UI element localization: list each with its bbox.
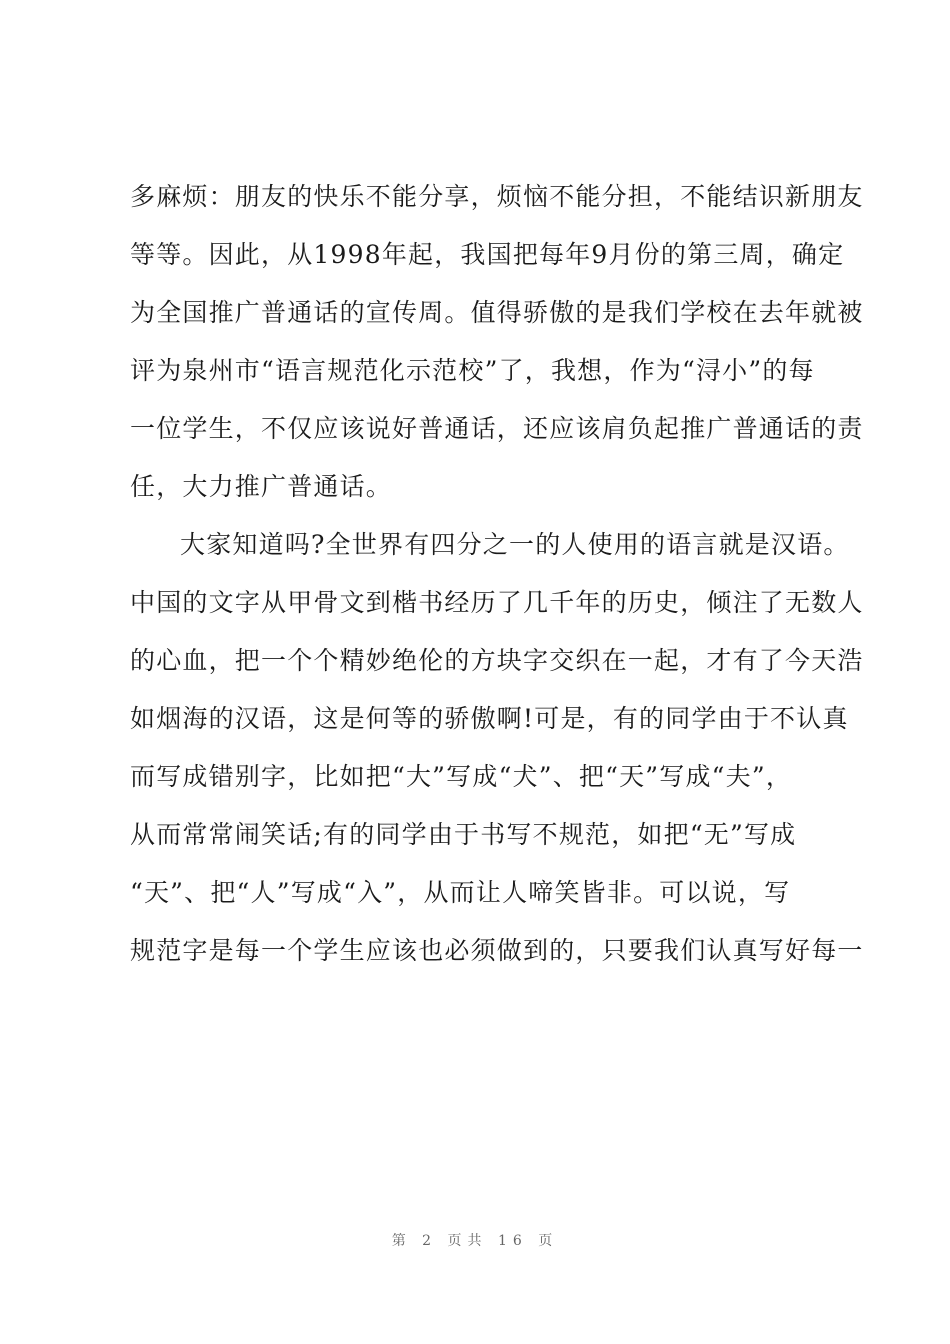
text-line: 从而常常闹笑话;有的同学由于书写不规范，如把“无”写成 xyxy=(130,820,797,849)
text-line: 的心血，把一个个精妙绝伦的方块字交织在一起，才有了今天浩 xyxy=(130,646,864,675)
text-line: 为全国推广普通话的宣传周。值得骄傲的是我们学校在去年就被 xyxy=(130,298,864,327)
text-line: 而写成错别字，比如把“大”写成“犬”、把“天”写成“夫”， xyxy=(130,762,793,791)
text-line: 任，大力推广普通话。 xyxy=(130,472,393,501)
text-line: 规范字是每一个学生应该也必须做到的，只要我们认真写好每一 xyxy=(130,936,864,965)
text-line: “天”、把“人”写成“入”，从而让人啼笑皆非。可以说，写 xyxy=(130,878,791,907)
page-number-footer: 第 2 页共 16 页 xyxy=(391,1233,559,1249)
text-line: 如烟海的汉语，这是何等的骄傲啊!可是，有的同学由于不认真 xyxy=(130,704,849,733)
paragraph-start-line: 大家知道吗?全世界有四分之一的人使用的语言就是汉语。 xyxy=(180,530,850,559)
text-line: 评为泉州市“语言规范化示范校”了，我想，作为“浔小”的每 xyxy=(130,356,815,385)
text-line: 多麻烦：朋友的快乐不能分享，烦恼不能分担，不能结识新朋友 xyxy=(130,182,864,211)
body-text xyxy=(130,168,864,980)
text-line: 等等。因此，从1998年起，我国把每年9月份的第三周，确定 xyxy=(130,240,845,269)
text-line: 一位学生，不仅应该说好普通话，还应该肩负起推广普通话的责 xyxy=(130,414,864,443)
text-line: 中国的文字从甲骨文到楷书经历了几千年的历史，倾注了无数人 xyxy=(130,588,864,617)
